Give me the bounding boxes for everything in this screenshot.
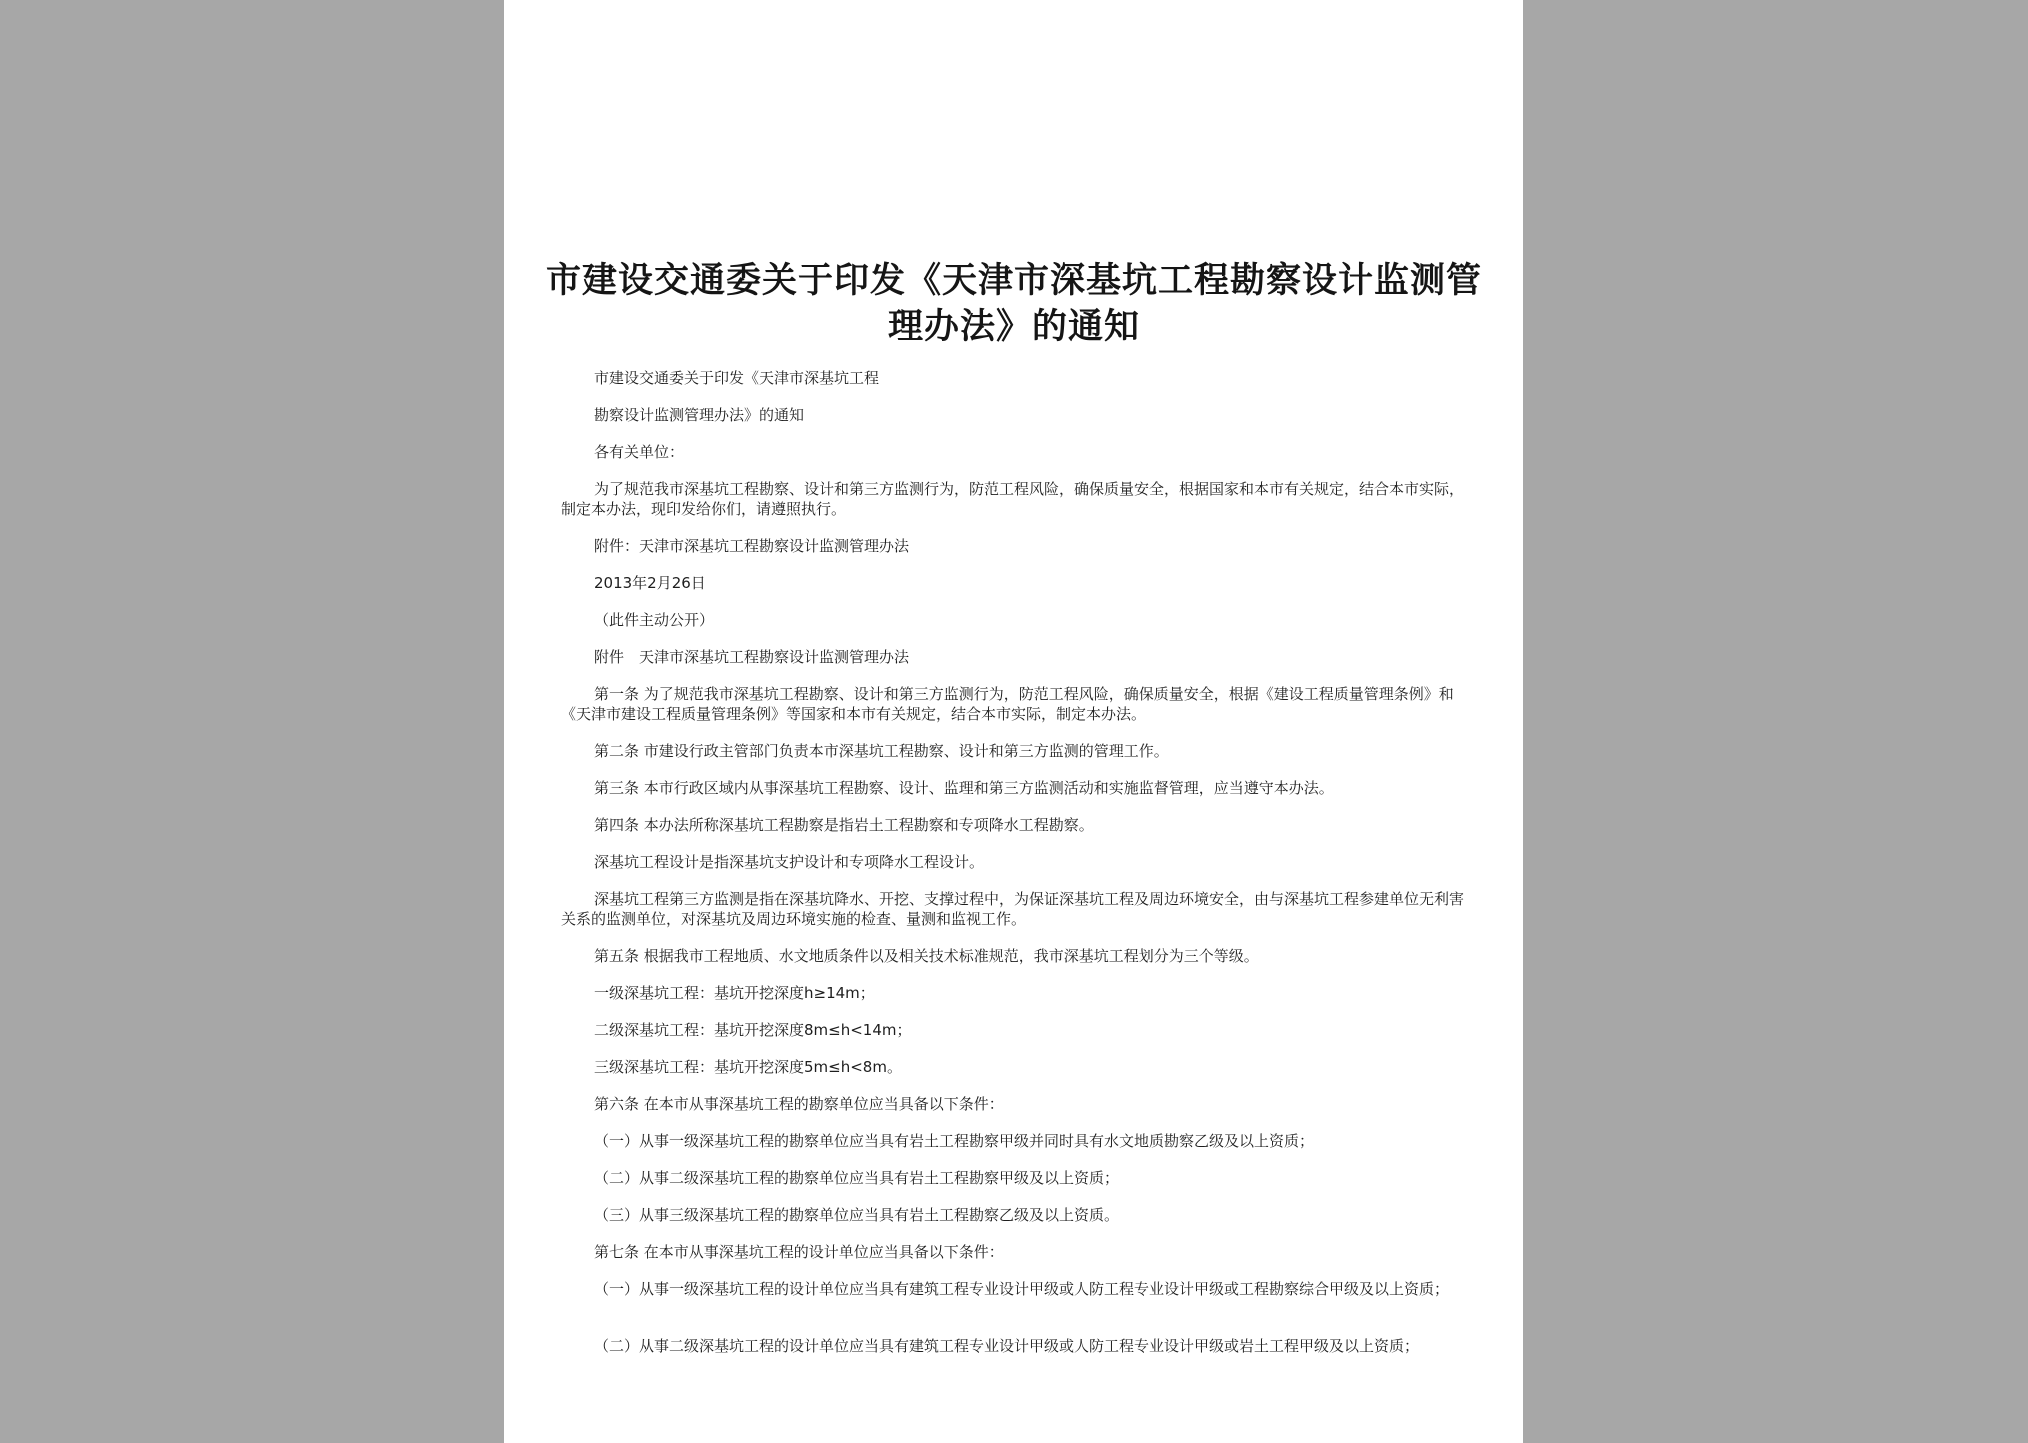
subtitle-line-1: 市建设交通委关于印发《天津市深基坑工程 bbox=[594, 369, 880, 387]
article-3: 第三条 本市行政区域内从事深基坑工程勘察、设计、监理和第三方监测活动和实施监督管理，应当遵守本办法。 bbox=[594, 779, 1334, 797]
article-6-item-2: （二）从事二级深基坑工程的勘察单位应当具有岩土工程勘察甲级及以上资质； bbox=[594, 1169, 1120, 1187]
public-note-line: （此件主动公开） bbox=[594, 611, 715, 629]
article-4: 第四条 本办法所称深基坑工程勘察是指岩土工程勘察和专项降水工程勘察。 bbox=[594, 816, 1094, 834]
monitoring-definition: 深基坑工程第三方监测是指在深基坑降水、开挖、支撑过程中，为保证深基坑工程及周边环境安全，由与深基坑工程参建单位无利害关系的监测单位，对深基坑及周边环境实施的检查、量测和监视工作。 bbox=[561, 890, 1465, 928]
attachment-heading: 附件 天津市深基坑工程勘察设计监测管理办法 bbox=[594, 648, 910, 666]
article-1: 第一条 为了规范我市深基坑工程勘察、设计和第三方监测行为，防范工程风险，确保质量安全，根据《建设工程质量管理条例》和《天津市建设工程质量管理条例》等国家和本市有关规定，结合本市实际，制定本办法。 bbox=[561, 685, 1454, 723]
grade-3-line: 三级深基坑工程：基坑开挖深度5m≤h<8m。 bbox=[594, 1058, 902, 1076]
article-6-item-3: （三）从事三级深基坑工程的勘察单位应当具有岩土工程勘察乙级及以上资质。 bbox=[594, 1206, 1120, 1224]
attachment-line: 附件：天津市深基坑工程勘察设计监测管理办法 bbox=[594, 537, 910, 555]
document-title: 市建设交通委关于印发《天津市深基坑工程勘察设计监测管理办法》的通知 bbox=[545, 260, 1482, 347]
article-7-item-2: （二）从事二级深基坑工程的设计单位应当具有建筑工程专业设计甲级或人防工程专业设计甲级或岩土工程甲级及以上资质； bbox=[594, 1337, 1420, 1355]
grade-1-line: 一级深基坑工程：基坑开挖深度h≥14m； bbox=[594, 984, 875, 1002]
article-7: 第七条 在本市从事深基坑工程的设计单位应当具备以下条件： bbox=[594, 1243, 1004, 1261]
date-line: 2013年2月26日 bbox=[594, 574, 706, 592]
article-2: 第二条 市建设行政主管部门负责本市深基坑工程勘察、设计和第三方监测的管理工作。 bbox=[594, 742, 1169, 760]
article-7-item-1: （一）从事一级深基坑工程的设计单位应当具有建筑工程专业设计甲级或人防工程专业设计甲级或工程勘察综合甲级及以上资质； bbox=[594, 1280, 1450, 1298]
article-6-item-1: （一）从事一级深基坑工程的勘察单位应当具有岩土工程勘察甲级并同时具有水文地质勘察乙级及以上资质； bbox=[594, 1132, 1315, 1150]
article-6: 第六条 在本市从事深基坑工程的勘察单位应当具备以下条件： bbox=[594, 1095, 1004, 1113]
design-definition: 深基坑工程设计是指深基坑支护设计和专项降水工程设计。 bbox=[594, 853, 985, 871]
article-5: 第五条 根据我市工程地质、水文地质条件以及相关技术标准规范，我市深基坑工程划分为三个等级。 bbox=[594, 947, 1259, 965]
grade-2-line: 二级深基坑工程：基坑开挖深度8m≤h<14m； bbox=[594, 1021, 912, 1039]
document-page bbox=[504, 0, 1523, 1443]
subtitle-line-2: 勘察设计监测管理办法》的通知 bbox=[594, 406, 805, 424]
intro-paragraph: 为了规范我市深基坑工程勘察、设计和第三方监测行为，防范工程风险，确保质量安全，根据国家和本市有关规定，结合本市实际，制定本办法，现印发给你们，请遵照执行。 bbox=[561, 480, 1465, 518]
recipients-line: 各有关单位： bbox=[594, 443, 685, 461]
